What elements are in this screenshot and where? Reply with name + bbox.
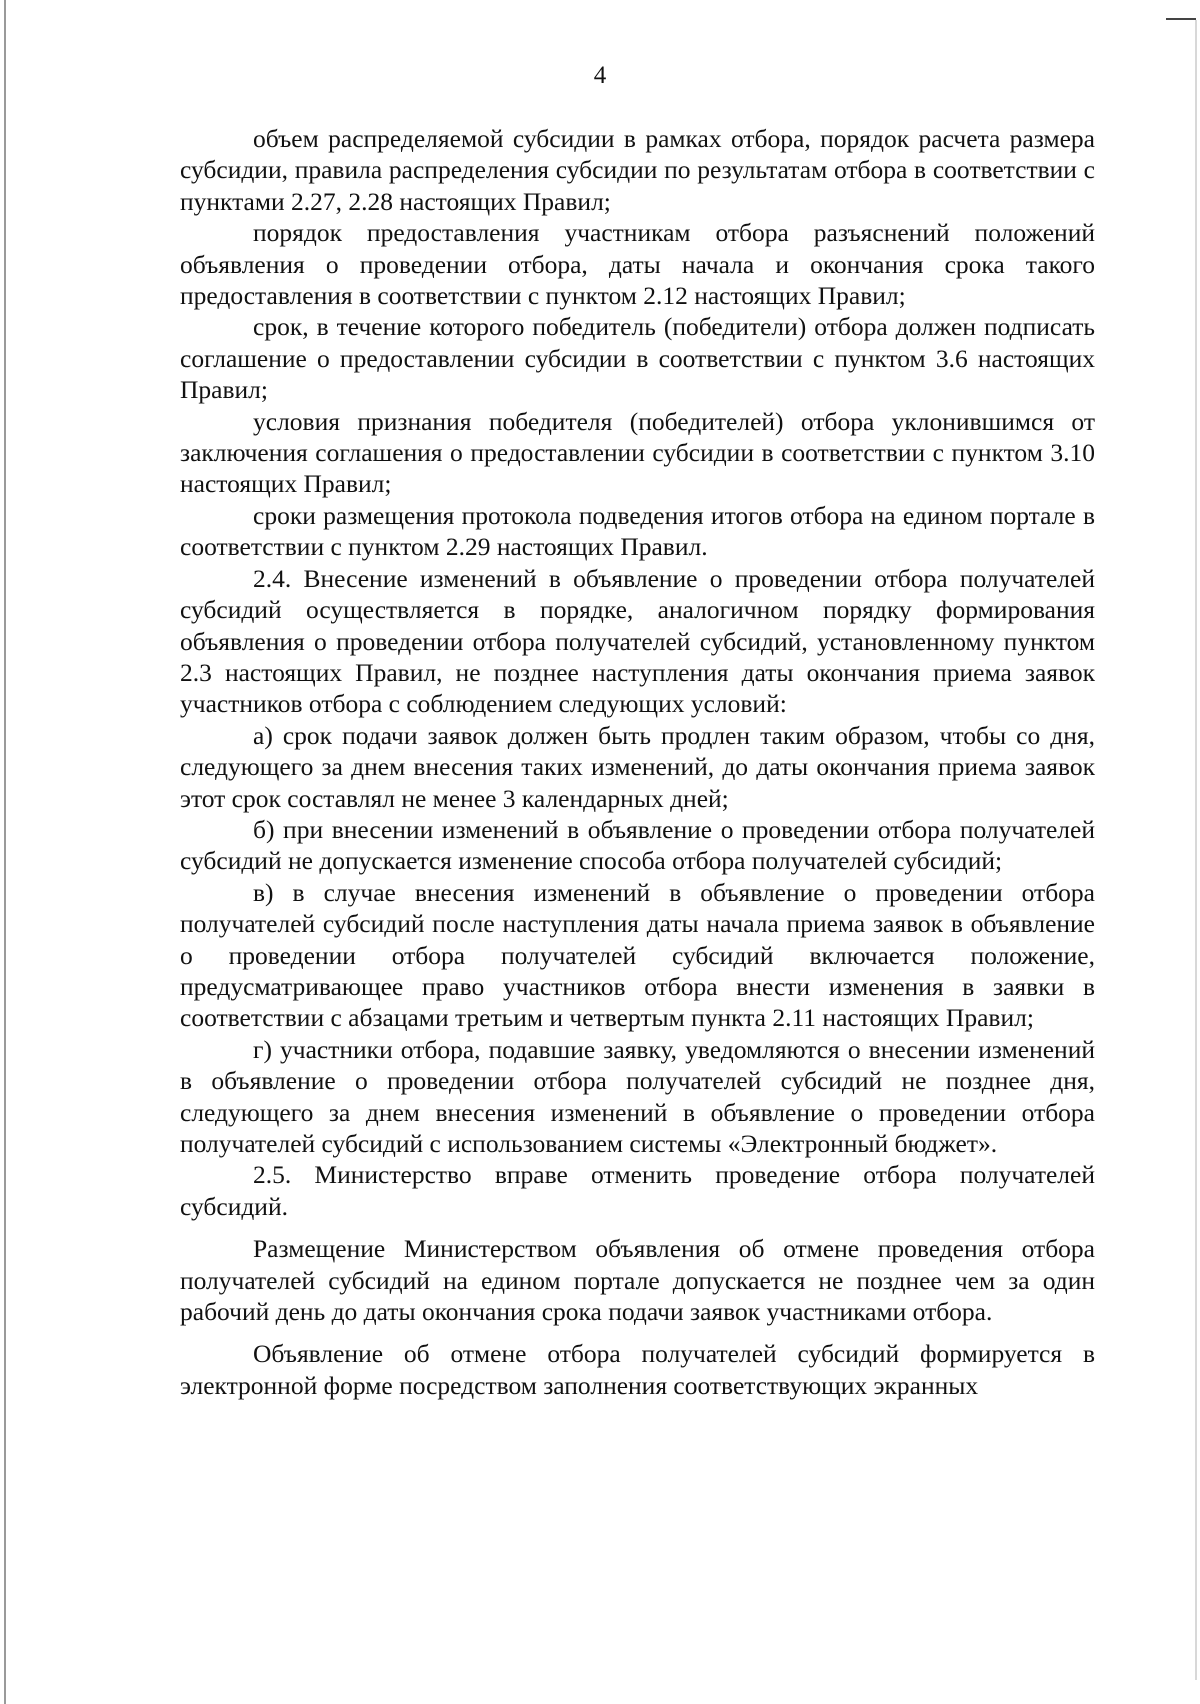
paragraph: 2.4. Внесение изменений в объявление о проведении отбора получателей субсидий осуществляется в порядке, аналогичном порядку формирования объявления о проведении отбора получателей субсидий, установленному пунктом 2.3 настоящих Правил, не позднее наступления даты окончания приема заявок участников отбора с соблюдением следующих условий: [180, 563, 1095, 719]
scan-border-left [4, 0, 6, 1704]
paragraph: в) в случае внесения изменений в объявление о проведении отбора получателей субсидий после наступления даты начала приема заявок в объявление о проведении отбора получателей субсидий включается положение, предусматривающее право участников отбора внести изменения в заявки в соответствии с абзацами третьим и четвертым пункта 2.11 настоящих Правил; [180, 877, 1095, 1033]
paragraph: б) при внесении изменений в объявление о проведении отбора получателей субсидий не допускается изменение способа отбора получателей субсидий; [180, 814, 1095, 876]
paragraph: срок, в течение которого победитель (победители) отбора должен подписать соглашение о предоставлении субсидии в соответствии с пунктом 3.6 настоящих Правил; [180, 312, 1095, 405]
paragraph: г) участники отбора, подавшие заявку, уведомляются о внесении изменений в объявление о проведении отбора получателей субсидий не позднее дня, следующего за днем внесения изменений в объявление о проведении отбора получателей субсидий с использованием системы «Электронный бюджет». [180, 1034, 1095, 1158]
paragraph: Объявление об отмене отбора получателей субсидий формируется в электронной форме посредством заполнения соответствующих экранных [180, 1339, 1095, 1400]
scan-mark [1166, 18, 1196, 20]
document-body [180, 123, 1095, 1401]
scan-border-right [1195, 20, 1197, 1680]
paragraph: порядок предоставления участникам отбора разъяснений положений объявления о проведении отбора, даты начала и окончания срока такого предоставления в соответствии с пунктом 2.12 настоящих Правил; [180, 218, 1095, 311]
paragraph: сроки размещения протокола подведения итогов отбора на едином портале в соответствии с пунктом 2.29 настоящих Правил. [180, 500, 1095, 562]
paragraph: Размещение Министерством объявления об отмене проведения отбора получателей субсидий на едином портале допускается не позднее чем за один рабочий день до даты окончания срока подачи заявок участниками отбора. [180, 1234, 1095, 1327]
page-number: 4 [593, 62, 607, 89]
paragraph: условия признания победителя (победителей) отбора уклонившимся от заключения соглашения о предоставлении субсидии в соответствии с пунктом 3.10 настоящих Правил; [180, 406, 1095, 499]
paragraph: 2.5. Министерство вправе отменить проведение отбора получателей субсидий. [180, 1160, 1095, 1221]
paragraph: объем распределяемой субсидии в рамках отбора, порядок расчета размера субсидии, правила распределения субсидии по результатам отбора в соответствии с пунктами 2.27, 2.28 настоящих Правил; [180, 124, 1095, 216]
paragraph: а) срок подачи заявок должен быть продлен таким образом, чтобы со дня, следующего за днем внесения таких изменений, до даты окончания приема заявок этот срок составлял не менее 3 календарных дней; [180, 720, 1095, 813]
